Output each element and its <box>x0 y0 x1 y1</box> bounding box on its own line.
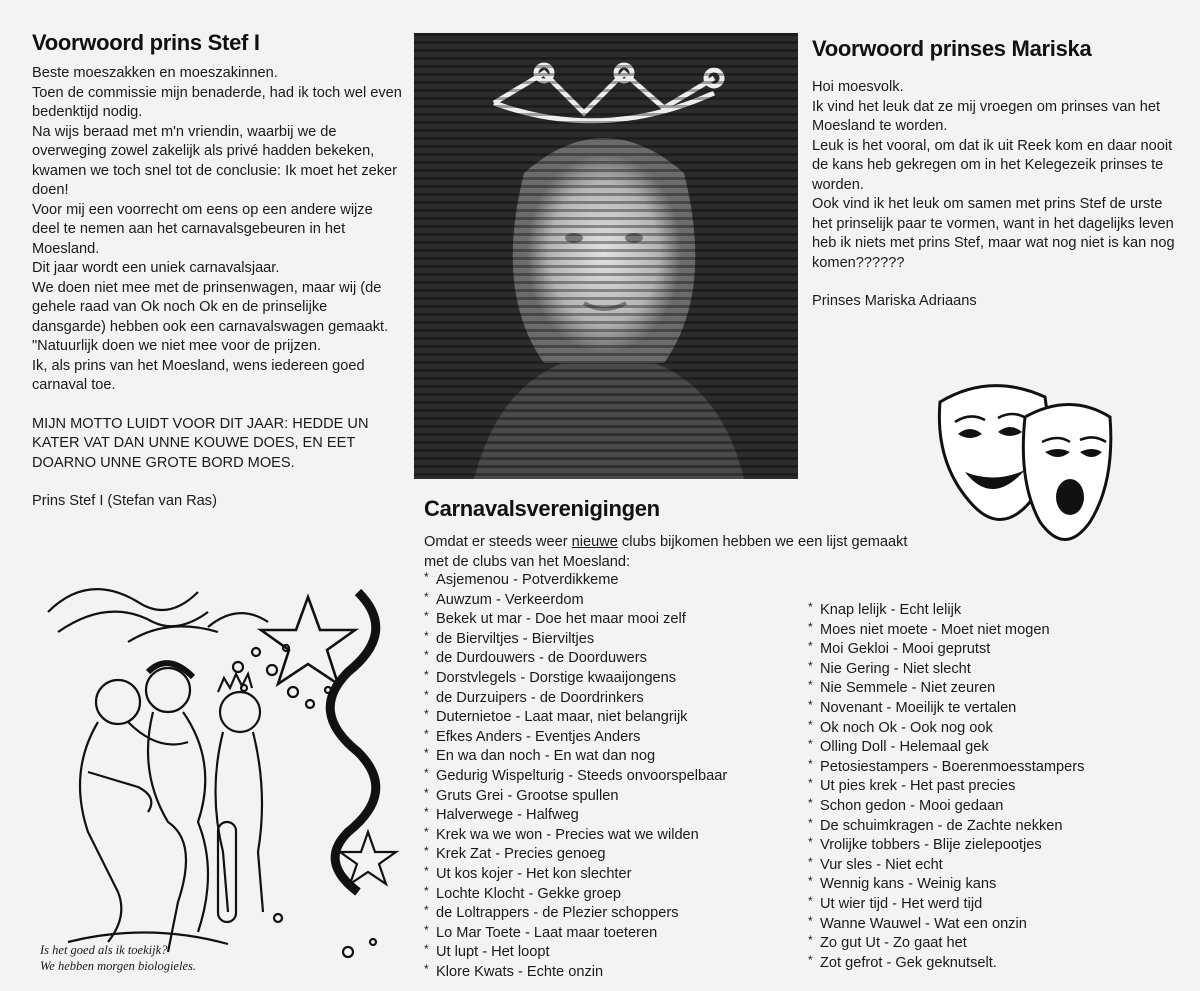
club-item: * Vur sles - Niet echt <box>808 856 1084 876</box>
left-paragraph: Ik, als prins van het Moesland, wens iedereen goed carnaval toe. <box>32 357 365 393</box>
right-paragraph: Ik vind het leuk dat ze mij vroegen om prinses van het Moesland te worden. <box>812 98 1160 134</box>
right-signature: Prinses Mariska Adriaans <box>812 293 977 309</box>
club-item: * Zot gefrot - Gek geknutselt. <box>808 954 1084 974</box>
photo-graphic <box>414 33 798 479</box>
club-item: * Gruts Grei - Grootse spullen <box>424 787 727 807</box>
club-item: * Lochte Klocht - Gekke groep <box>424 885 727 905</box>
club-item: * Ut lupt - Het loopt <box>424 943 727 963</box>
club-item: * Halverwege - Halfweg <box>424 806 727 826</box>
left-paragraph: Beste moeszakken en moeszakinnen. <box>32 65 278 81</box>
club-item: * Ut kos kojer - Het kon slechter <box>424 865 727 885</box>
right-title: Voorwoord prinses Mariska <box>812 36 1092 61</box>
clubs-intro <box>424 533 924 572</box>
right-paragraph: Leuk is het vooral, om dat ik uit Reek kom en daar nooit de kans heb gekregen om in het Kelegezeik prinses te worden. <box>812 137 1173 193</box>
club-item: * Olling Doll - Helemaal gek <box>808 738 1084 758</box>
club-item: * Krek wa we won - Precies wat we wilden <box>424 826 727 846</box>
clubs-title: Carnavalsverenigingen <box>424 496 660 521</box>
theatre-masks-illustration <box>930 372 1120 562</box>
left-paragraph: We doen niet mee met de prinsenwagen, maar wij (de gehele raad van Ok noch Ok en de prinselijke dansgarde) hebben ook een carnavalswagen gemaakt. <box>32 279 389 335</box>
club-item: * de Bierviltjes - Bierviltjes <box>424 630 727 650</box>
right-body <box>812 78 1182 312</box>
left-paragraph: Toen de commissie mijn benaderde, had ik toch wel even bedenktijd nodig. <box>32 84 402 120</box>
clubs-intro-text: Omdat er steeds weer <box>424 534 572 550</box>
club-item: * Klore Kwats - Echte onzin <box>424 963 727 983</box>
club-item: * Schon gedon - Mooi gedaan <box>808 797 1084 817</box>
clubs-list-col2 <box>808 601 1084 973</box>
club-item: * Wanne Wauwel - Wat een onzin <box>808 915 1084 935</box>
club-item: * Bekek ut mar - Doe het maar mooi zelf <box>424 610 727 630</box>
club-item: * Asjemenou - Potverdikkeme <box>424 571 727 591</box>
club-item: * Duternietoe - Laat maar, niet belangrijk <box>424 708 727 728</box>
club-item: * Ut pies krek - Het past precies <box>808 777 1084 797</box>
club-item: * Vrolijke tobbers - Blije zielepootjes <box>808 836 1084 856</box>
club-item: * Wennig kans - Weinig kans <box>808 875 1084 895</box>
club-item: * Ok noch Ok - Ook nog ook <box>808 719 1084 739</box>
cartoon-illustration <box>28 572 408 982</box>
club-item: * Efkes Anders - Eventjes Anders <box>424 728 727 748</box>
princess-photo <box>414 33 798 479</box>
club-item: * De schuimkragen - de Zachte nekken <box>808 817 1084 837</box>
clubs-intro-text: clubs bijkomen hebben we een lijst gemaakt met de clubs van het Moesland: <box>424 534 908 570</box>
left-title: Voorwoord prins Stef I <box>32 30 260 55</box>
left-paragraph: Dit jaar wordt een uniek carnavalsjaar. <box>32 260 280 276</box>
club-item: * Novenant - Moeilijk te vertalen <box>808 699 1084 719</box>
left-paragraph: "Natuurlijk doen we niet mee voor de prijzen. <box>32 338 322 354</box>
club-item: * Zo gut Ut - Zo gaat het <box>808 934 1084 954</box>
club-item: * Moi Gekloi - Mooi geprutst <box>808 640 1084 660</box>
left-body <box>32 64 402 512</box>
club-item: * Nie Gering - Niet slecht <box>808 660 1084 680</box>
club-item: * de Durzuipers - de Doordrinkers <box>424 689 727 709</box>
right-paragraph: Hoi moesvolk. <box>812 79 904 95</box>
club-item: * En wa dan noch - En wat dan nog <box>424 747 727 767</box>
left-paragraph: Na wijs beraad met m'n vriendin, waarbij we de overweging zowel zakelijk als privé hadden bekeken, kwamen we toch snel tot de conclusie: Ik moet het zeker doen! <box>32 123 398 198</box>
club-item: * Krek Zat - Precies genoeg <box>424 845 727 865</box>
club-item: * Gedurig Wispelturig - Steeds onvoorspelbaar <box>424 767 727 787</box>
club-item: * Ut wier tijd - Het werd tijd <box>808 895 1084 915</box>
cartoon-caption-line: Is het goed als ik toekijk? <box>40 943 168 957</box>
club-item: * Petosiestampers - Boerenmoesstampers <box>808 758 1084 778</box>
clubs-intro-underlined: nieuwe <box>571 534 618 550</box>
left-paragraph: Voor mij een voorrecht om eens op een andere wijze deel te nemen aan het carnavalsgebeuren in het Moesland. <box>32 201 373 257</box>
cartoon-caption-line: We hebben morgen biologieles. <box>40 959 196 973</box>
club-item: * Knap lelijk - Echt lelijk <box>808 601 1084 621</box>
right-paragraph: Ook vind ik het leuk om samen met prins Stef de urste het prinselijk paar te vormen, want in het dagelijks leven heb ik niets met prins Stef, maar wat nog niet is kan nog komen?????? <box>812 196 1175 271</box>
left-signature: Prins Stef I (Stefan van Ras) <box>32 493 217 509</box>
club-item: * Moes niet moete - Moet niet mogen <box>808 621 1084 641</box>
club-item: * Nie Semmele - Niet zeuren <box>808 679 1084 699</box>
club-item: * Lo Mar Toete - Laat maar toeteren <box>424 924 727 944</box>
club-item: * Dorstvlegels - Dorstige kwaaijongens <box>424 669 727 689</box>
club-item: * de Durdouwers - de Doorduwers <box>424 649 727 669</box>
theatre-masks-icon <box>930 372 1120 562</box>
cartoon-drawing <box>28 572 408 982</box>
motto: MIJN MOTTO LUIDT VOOR DIT JAAR: HEDDE UN KATER VAT DAN UNNE KOUWE DOES, EN EET DOARNO UNNE GROTE BORD MOES. <box>32 415 369 471</box>
club-item: * Auwzum - Verkeerdom <box>424 591 727 611</box>
club-item: * de Loltrappers - de Plezier schoppers <box>424 904 727 924</box>
cartoon-caption <box>40 942 196 974</box>
clubs-list-col1 <box>424 571 727 982</box>
